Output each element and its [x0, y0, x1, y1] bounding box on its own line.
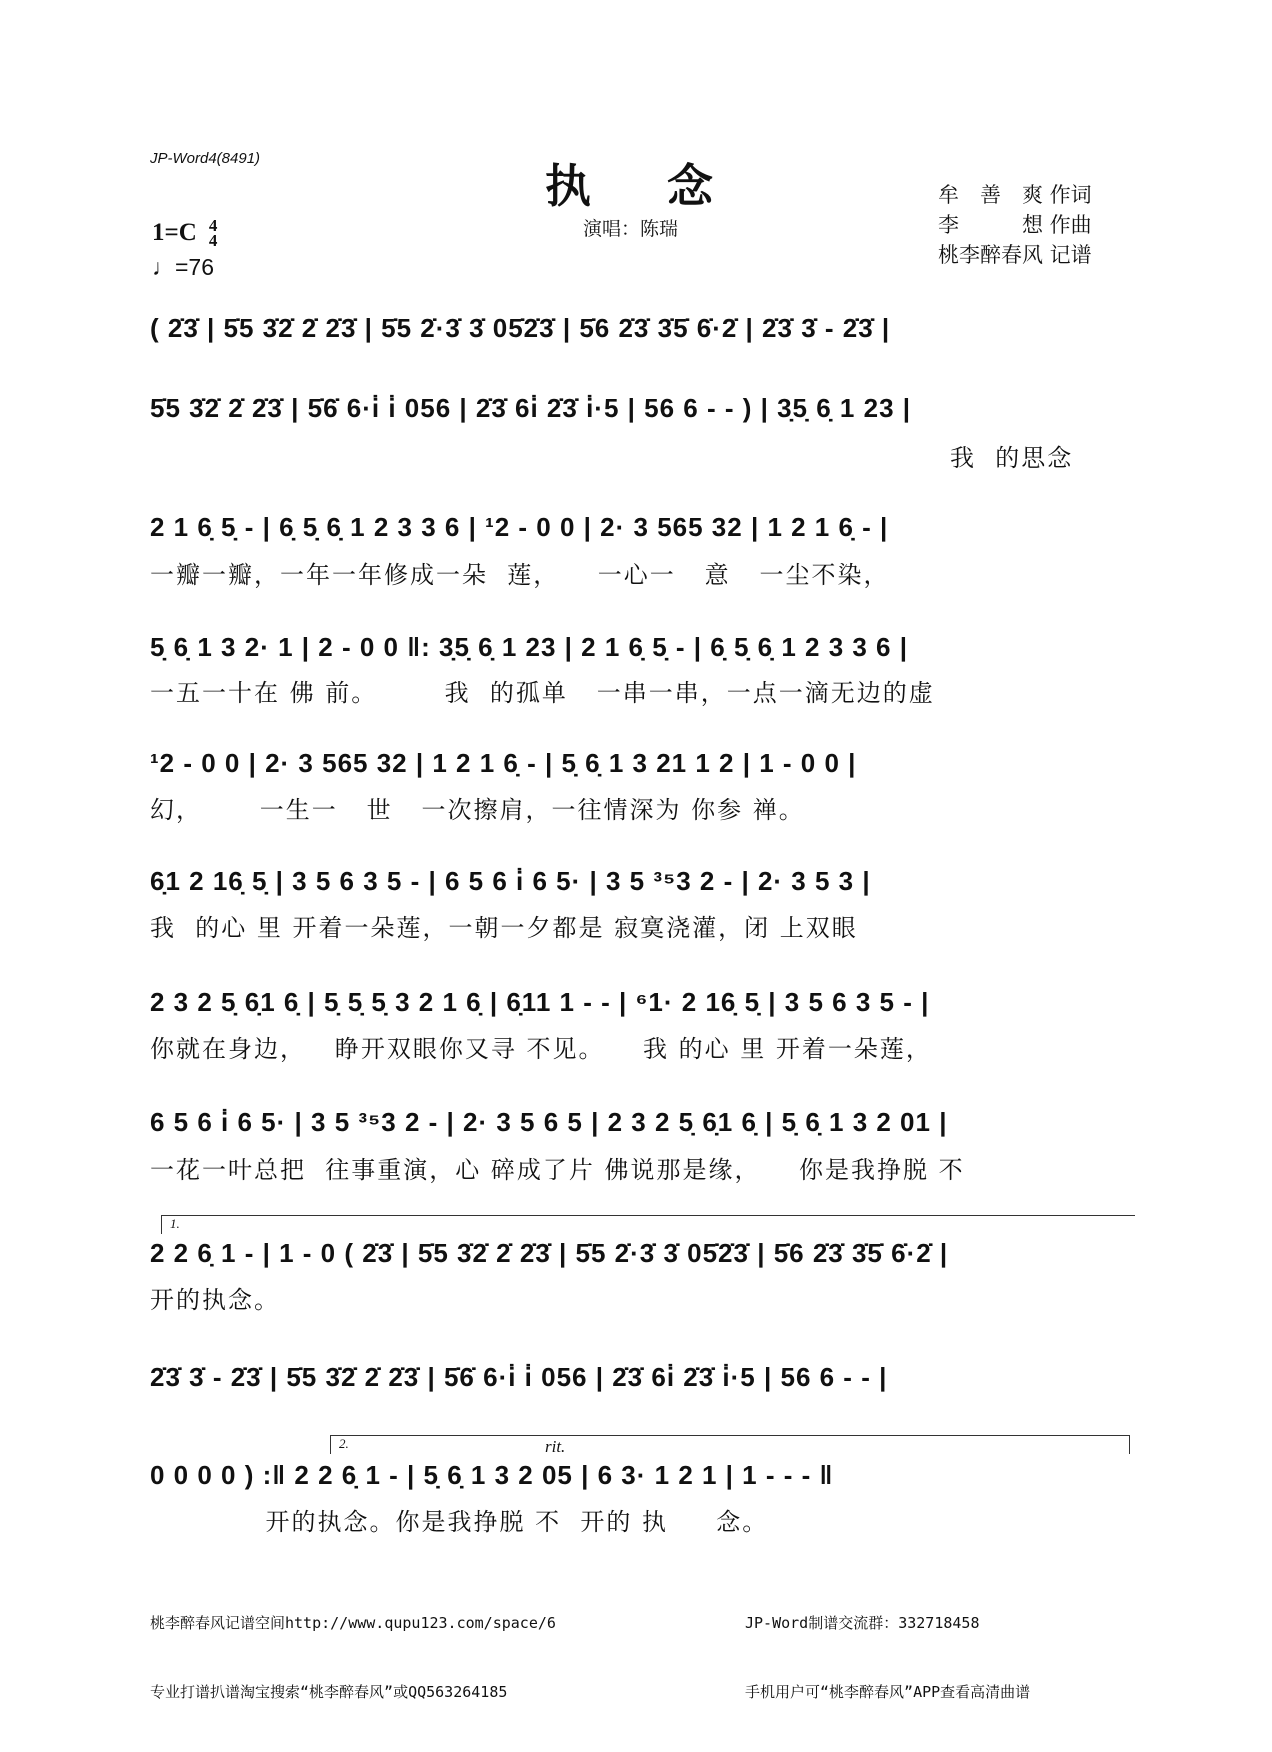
key-signature	[152, 218, 217, 248]
score-line-2: 5̇5 3̇2̇ 2̇ 2̇3̇ | 5̇6̇ 6·i̇ i̇ 056 | 2̇3̇ 6i̇ 2̇3̇ i̇·5 | 56 6 - - ) | 3̣5̣ 6̣ 1 23 |	[150, 393, 912, 423]
lyric-line-9: 开的执念。	[150, 1286, 280, 1314]
volta-2: 2.	[330, 1435, 1130, 1454]
score-line-5: ¹2 - 0 0 | 2· 3 565 32 | 1 2 1 6̣ - | 5̣ 6̣ 1 3 21 1 2 | 1 - 0 0 |	[150, 748, 857, 778]
song-title: 执念	[545, 159, 789, 213]
score-line-9: 2 2 6̣ 1 - | 1 - 0 ( 2̇3̇ | 5̇5 3̇2̇ 2̇ 2̇3̇ | 5̇5 2̇·3̇ 3̇ 05̇2̇3̇ | 5̇6 2̇3̇ 3̇5̇ 6̇·2̇ |	[150, 1238, 949, 1268]
tempo-marking: ♩=76	[152, 254, 215, 280]
time-signature	[209, 218, 218, 248]
score-line-8: 6 5 6 i̇ 6 5· | 3 5 ³⁵3 2 - | 2· 3 5 6 5 | 2 3 2 5̣ 6̣1 6̣ | 5̣ 6̣ 1 3 2 01 |	[150, 1107, 948, 1137]
lyric-line-3: 一瓣一瓣，一年一年修成一朵 莲， 一心一 意 一尘不染，	[150, 561, 890, 589]
footer-website: 桃李醉春风记谱空间http://www.qupu123.com/space/6	[150, 1614, 556, 1632]
footer-left	[150, 1566, 556, 1727]
lyric-line-7: 你就在身边， 睁开双眼你又寻 不见。 我 的心 里 开着一朵莲，	[150, 1035, 932, 1063]
lyric-line-6: 我 的心 里 开着一朵莲，一朝一夕都是 寂寞浇灌，闭 上双眼	[150, 914, 858, 942]
key-label: 1=C	[152, 219, 197, 246]
score-line-7: 2 3 2 5̣ 6̣1 6̣ | 5̣ 5̣ 5̣ 3 2 1 6̣ | 6̣11 1 - - | ⁶1· 2 16̣ 5̣ | 3 5 6 3 5 - |	[150, 987, 930, 1017]
score-line-4: 5̣ 6̣ 1 3 2· 1 | 2 - 0 0 ‖: 3̣5̣ 6̣ 1 23 | 2 1 6̣ 5̣ - | 6̣ 5̣ 6̣ 1 2 3 3 6 |	[150, 632, 909, 662]
footer-taobao: 专业打谱扒谱淘宝搜索“桃李醉春风”或QQ563264185	[150, 1683, 508, 1701]
score-line-6: 6̣1 2 16̣ 5̣ | 3 5 6 3 5 - | 6 5 6 i̇ 6 5· | 3 5 ³⁵3 2 - | 2· 3 5 3 |	[150, 866, 871, 896]
footer-right	[745, 1566, 1030, 1727]
transcriber-credit: 桃李醉春风 记谱	[938, 243, 1092, 267]
footer-app: 手机用户可“桃李醉春风”APP查看高清曲谱	[745, 1683, 1031, 1701]
lyric-line-5: 幻， 一生一 世 一次擦肩，一往情深为 你参 禅。	[150, 796, 805, 824]
software-tag: JP-Word4(8491)	[150, 150, 261, 167]
time-sig-bottom: 4	[208, 231, 218, 250]
lyric-line-4: 一五一十在 佛 前。 我 的孤单 一串一串，一点一滴无边的虚	[150, 679, 935, 707]
score-line-10: 2̇3̇ 3̇ - 2̇3̇ | 5̇5 3̇2̇ 2̇ 2̇3̇ | 5̇6̇ 6·i̇ i̇ 056 | 2̇3̇ 6i̇ 2̇3̇ i̇·5 | 56 6 - - |	[150, 1362, 888, 1392]
credits	[938, 180, 1092, 270]
time-sig-top: 4	[208, 216, 218, 235]
score-line-3: 2 1 6̣ 5̣ - | 6̣ 5̣ 6̣ 1 2 3 3 6 | ¹2 - 0 0 | 2· 3 565 32 | 1 2 1 6̣ - |	[150, 512, 889, 542]
lyricist-credit: 牟 善 爽 作词	[938, 183, 1092, 207]
score-line-11: 0 0 0 0 ) :‖ 2 2 6̣ 1 - | 5̣ 6̣ 1 3 2 05 | 6 3· 1 2 1 | 1 - - - ‖	[150, 1460, 834, 1490]
volta-1: 1.	[161, 1215, 1135, 1234]
lyric-line-8: 一花一叶总把 往事重演，心 碎成了片 佛说那是缘， 你是我挣脱 不	[150, 1156, 965, 1184]
score-line-1: ( 2̇3̇ | 5̇5 3̇2̇ 2̇ 2̇3̇ | 5̇5 2̇·3̇ 3̇ 05̇2̇3̇ | 5̇6 2̇3̇ 3̇5̇ 6̇·2̇ | 2̇3̇ 3̇ - 2̇3̇ |	[150, 313, 891, 343]
ritardando-marking: rit.	[545, 1437, 566, 1456]
composer-credit: 李 想 作曲	[938, 213, 1092, 237]
lyric-line-2: 我 的思念	[950, 444, 1074, 472]
singer-label: 演唱：陈瑞	[583, 218, 679, 240]
lyric-line-11: 开的执念。你是我挣脱 不 开的 执 念。	[150, 1508, 769, 1536]
footer-group: JP-Word制谱交流群：332718458	[745, 1614, 980, 1632]
